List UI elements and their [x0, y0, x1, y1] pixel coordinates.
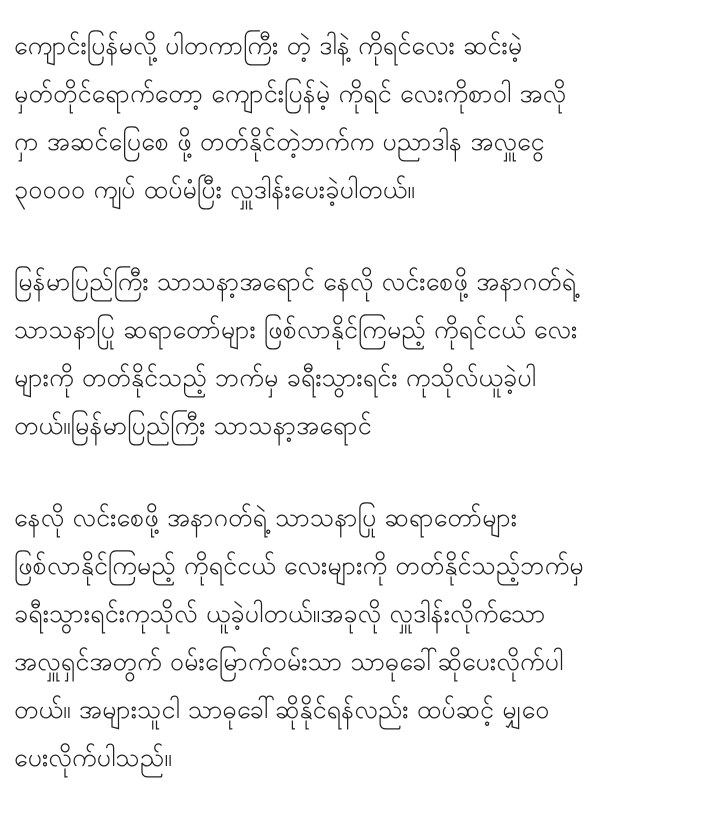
text-line: ၃၀၀၀၀ ကျပ် ထပ်မံပြီး လှူဒါန်းပေးခဲ့ပါတယ်။ [14, 175, 416, 204]
text-line: ဖြစ်လာနိုင်ကြမည့် ကိုရင်ငယ် လေးများကို တတ်နိုင်သည့်ဘက်မှ [14, 551, 584, 580]
text-line: များကို တတ်နိုင်သည့် ဘက်မှ ခရီးသွားရင်း ကုသိုလ်ယူခဲ့ပါ [14, 363, 537, 392]
text-line: ခရီးသွားရင်းကုသိုလ် ယူခဲ့ပါတယ်။အခုလို လှူဒါန်းလိုက်သော [14, 599, 546, 628]
text-line: မြန်မာပြည်ကြီး သာသနာ့အရောင် နေလို လင်းစေဖို့ အနာဂတ်ရဲ့ [14, 267, 577, 296]
text-line: နေလို လင်းစေဖို့ အနာဂတ်ရဲ့ သာသနာပြု ဆရာတော်များ [14, 503, 518, 532]
text-line: တယ်။မြန်မာပြည်ကြီး သာသနာ့အရောင် [14, 411, 372, 440]
text-line: မှတ်တိုင်ရောက်တော့ ကျောင်းပြန်မဲ့ ကိုရင် လေးကိုစာဝါ အလို [14, 79, 567, 108]
text-line: ဂှာ အဆင်ပြေစေ ဖို့ တတ်နိုင်တဲ့ဘက်က ပညာဒါန အလှူငွေ [14, 127, 545, 156]
paragraph-spacer [14, 450, 705, 494]
text-line: သာသနာပြု ဆရာတော်များ ဖြစ်လာနိုင်ကြမည့် ကိုရင်ငယ် လေး [14, 315, 578, 344]
paragraph-1 [14, 22, 705, 214]
paragraph-2 [14, 258, 705, 450]
text-line: ကျောင်းပြန်မလို့ ပါတကာကြီး တဲ့ ဒါနဲ့ ကိုရင်လေး ဆင်းမဲ့ [14, 31, 523, 60]
paragraph-3 [14, 494, 705, 782]
text-line: ပေးလိုက်ပါသည်။ [14, 743, 172, 772]
text-line: အလှူရှင်အတွက် ဝမ်းမြောက်ဝမ်းသာ သာဓုခေါ်ဆိုပေးလိုက်ပါ [14, 647, 564, 676]
text-line: တယ်။ အများသူငါ သာဓုခေါ်ဆိုနိုင်ရန်လည်း ထပ်ဆင့် မျှဝေ [14, 695, 550, 724]
paragraph-spacer [14, 214, 705, 258]
